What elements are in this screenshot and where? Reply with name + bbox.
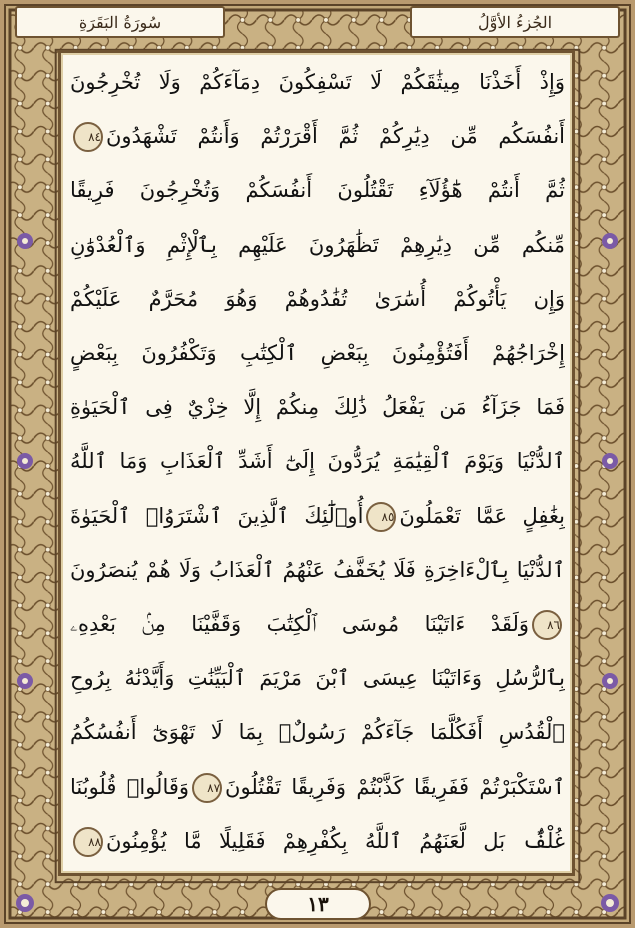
verse-line: ٱلدُّنْيَا بِٱلْءَاخِرَةِ فَلَا يُخَفَّفُ عَنْهُمُ ٱلْعَذَابُ وَلَا هُمْ يُنصَرُونَ <box>70 557 565 582</box>
page-number: ١٣ <box>265 888 371 920</box>
flower-ornament-icon <box>599 450 621 472</box>
ayah-marker: ٨٤ <box>73 122 103 152</box>
ayah-marker: ٨٨ <box>73 827 103 857</box>
verse-line: ٱلْقُدُسِ أَفَكُلَّمَا جَآءَكُمْ رَسُولٌۢ بِمَا لَا تَهْوَىٰٓ أَنفُسُكُمُ <box>70 720 565 745</box>
flower-ornament-icon <box>14 230 36 252</box>
ayah-marker: ٨٥ <box>366 502 396 532</box>
flower-ornament-icon <box>599 230 621 252</box>
ayah-marker: ٨٦ <box>532 610 562 640</box>
flower-ornament-icon <box>14 450 36 472</box>
verse-line: ٱسْتَكْبَرْتُمْ فَفَرِيقًا كَذَّبْتُمْ وَفَرِيقًا تَقْتُلُونَ٨٧وَقَالُوا۟ قُلُوبُنَا <box>70 763 565 812</box>
juz-label: الجُزءُ الأوَّلُ <box>410 6 620 38</box>
verse-line: أَنفُسَكُم مِّن دِيَٰرِكُمْ ثُمَّ أَقْرَرْتُمْ وَأَنتُمْ تَشْهَدُونَ٨٤ <box>70 112 565 161</box>
verse-line: ٱلدُّنْيَا وَيَوْمَ ٱلْقِيَٰمَةِ يُرَدُّونَ إِلَىٰٓ أَشَدِّ ٱلْعَذَابِ وَمَا ٱللَّهُ <box>70 449 565 474</box>
verse-line: ثُمَّ أَنتُمْ هَٰٓؤُلَآءِ تَقْتُلُونَ أَنفُسَكُمْ وَتُخْرِجُونَ فَرِيقًا <box>70 178 565 203</box>
verse-line: بِٱلرُّسُلِ وَءَاتَيْنَا عِيسَى ٱبْنَ مَرْيَمَ ٱلْبَيِّنَٰتِ وَأَيَّدْنَٰهُ بِرُوحِ <box>70 666 565 691</box>
verse-line: فَمَا جَزَآءُ مَن يَفْعَلُ ذَٰلِكَ مِنكُمْ إِلَّا خِزْيٌ فِى ٱلْحَيَوٰةِ <box>70 395 565 420</box>
verse-line: وَإِذْ أَخَذْنَا مِيثَٰقَكُمْ لَا تَسْفِكُونَ دِمَآءَكُمْ وَلَا تُخْرِجُونَ <box>70 70 565 94</box>
flower-ornament-icon <box>599 670 621 692</box>
verse-line: بِغَٰفِلٍ عَمَّا تَعْمَلُونَ٨٥أُو۟لَٰٓئِكَ ٱلَّذِينَ ٱشْتَرَوُا۟ ٱلْحَيَوٰةَ <box>70 492 565 541</box>
verse-lines <box>70 58 565 866</box>
ayah-marker: ٨٧ <box>192 773 222 803</box>
surah-label: سُورَةُ البَقَرَةِ <box>15 6 225 38</box>
verse-line: ٨٦وَلَقَدْ ءَاتَيْنَا مُوسَى ٱلْكِتَٰبَ وَقَفَّيْنَا مِنۢ بَعْدِهِۦ <box>70 600 565 649</box>
flower-ornament-icon <box>14 892 36 914</box>
verse-line: إِخْرَاجُهُمْ أَفَتُؤْمِنُونَ بِبَعْضِ ٱلْكِتَٰبِ وَتَكْفُرُونَ بِبَعْضٍ <box>70 341 565 366</box>
flower-ornament-icon <box>14 670 36 692</box>
verse-line: مِّنكُم مِّن دِيَٰرِهِمْ تَظَٰهَرُونَ عَلَيْهِم بِٱلْإِثْمِ وَٱلْعُدْوَٰنِ <box>70 232 565 257</box>
verse-line: غُلْفٌۢ بَل لَّعَنَهُمُ ٱللَّهُ بِكُفْرِهِمْ فَقَلِيلًا مَّا يُؤْمِنُونَ٨٨ <box>70 817 565 866</box>
flower-ornament-icon <box>599 892 621 914</box>
verse-line: وَإِن يَأْتُوكُمْ أُسَٰرَىٰ تُفَٰدُوهُمْ وَهُوَ مُحَرَّمٌ عَلَيْكُمْ <box>70 286 565 311</box>
